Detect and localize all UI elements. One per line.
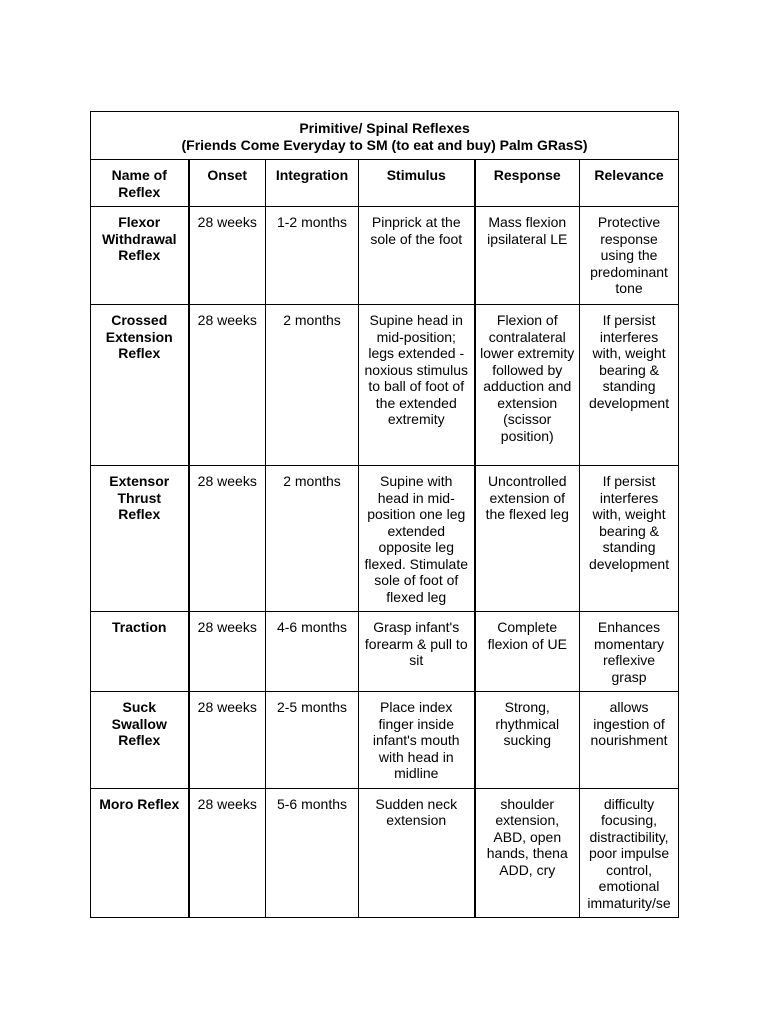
column-header-relevance: Relevance [580,160,679,207]
relevance-cell: If persist interferes with, weight bearing & standing development [580,305,679,466]
stimulus-cell: Grasp infant's forearm & pull to sit [359,612,475,692]
table-title-line-2: (Friends Come Everyday to SM (to eat and buy) Palm GRasS) [181,136,588,153]
table-row [91,612,679,692]
column-header-onset: Onset [189,160,266,207]
column-header-response: Response [475,160,580,207]
onset-cell: 28 weeks [189,207,266,305]
reflex-name-cell: Crossed Extension Reflex [91,305,189,466]
table-row [91,207,679,305]
document-page [90,111,678,918]
reflex-name-cell: Moro Reflex [91,788,189,918]
table-row [91,692,679,789]
table-row [91,788,679,918]
integration-cell: 2 months [266,305,359,466]
column-header-stimulus: Stimulus [359,160,475,207]
response-cell: Mass flexion ipsilateral LE [475,207,580,305]
reflex-name-cell: Suck Swallow Reflex [91,692,189,789]
stimulus-cell: Sudden neck extension [359,788,475,918]
response-cell: Strong, rhythmical sucking [475,692,580,789]
table-row [91,466,679,612]
reflex-name-cell: Traction [91,612,189,692]
relevance-cell: Protective response using the predominant tone [580,207,679,305]
integration-cell: 1-2 months [266,207,359,305]
response-cell: shoulder extension, ABD, open hands, thena ADD, cry [475,788,580,918]
response-cell: Complete flexion of UE [475,612,580,692]
stimulus-cell: Place index finger inside infant's mouth with head in midline [359,692,475,789]
column-header-name: Name of Reflex [91,160,189,207]
column-header-integration: Integration [266,160,359,207]
integration-cell: 5-6 months [266,788,359,918]
stimulus-cell: Pinprick at the sole of the foot [359,207,475,305]
onset-cell: 28 weeks [189,612,266,692]
relevance-cell: allows ingestion of nourishment [580,692,679,789]
response-cell: Flexion of contralateral lower extremity followed by adduction and extension (scissor position) [475,305,580,466]
relevance-cell: If persist interferes with, weight bearing & standing development [580,466,679,612]
stimulus-cell: Supine head in mid-position; legs extended - noxious stimulus to ball of foot of the extended extremity [359,305,475,466]
onset-cell: 28 weeks [189,692,266,789]
stimulus-cell: Supine with head in mid-position one leg extended opposite leg flexed. Stimulate sole of foot of flexed leg [359,466,475,612]
reflex-table [90,111,679,918]
column-header-row [91,160,679,207]
relevance-cell: difficulty focusing, distractibility, poor impulse control, emotional immaturity/se [580,788,679,918]
integration-cell: 2 months [266,466,359,612]
relevance-cell: Enhances momentary reflexive grasp [580,612,679,692]
response-cell: Uncontrolled extension of the flexed leg [475,466,580,612]
integration-cell: 4-6 months [266,612,359,692]
integration-cell: 2-5 months [266,692,359,789]
table-row [91,305,679,466]
reflex-name-cell: Flexor Withdrawal Reflex [91,207,189,305]
table-title [91,112,679,160]
onset-cell: 28 weeks [189,788,266,918]
table-title-row [91,112,679,160]
onset-cell: 28 weeks [189,466,266,612]
table-title-line-1: Primitive/ Spinal Reflexes [299,120,470,136]
onset-cell: 28 weeks [189,305,266,466]
reflex-name-cell: Extensor Thrust Reflex [91,466,189,612]
